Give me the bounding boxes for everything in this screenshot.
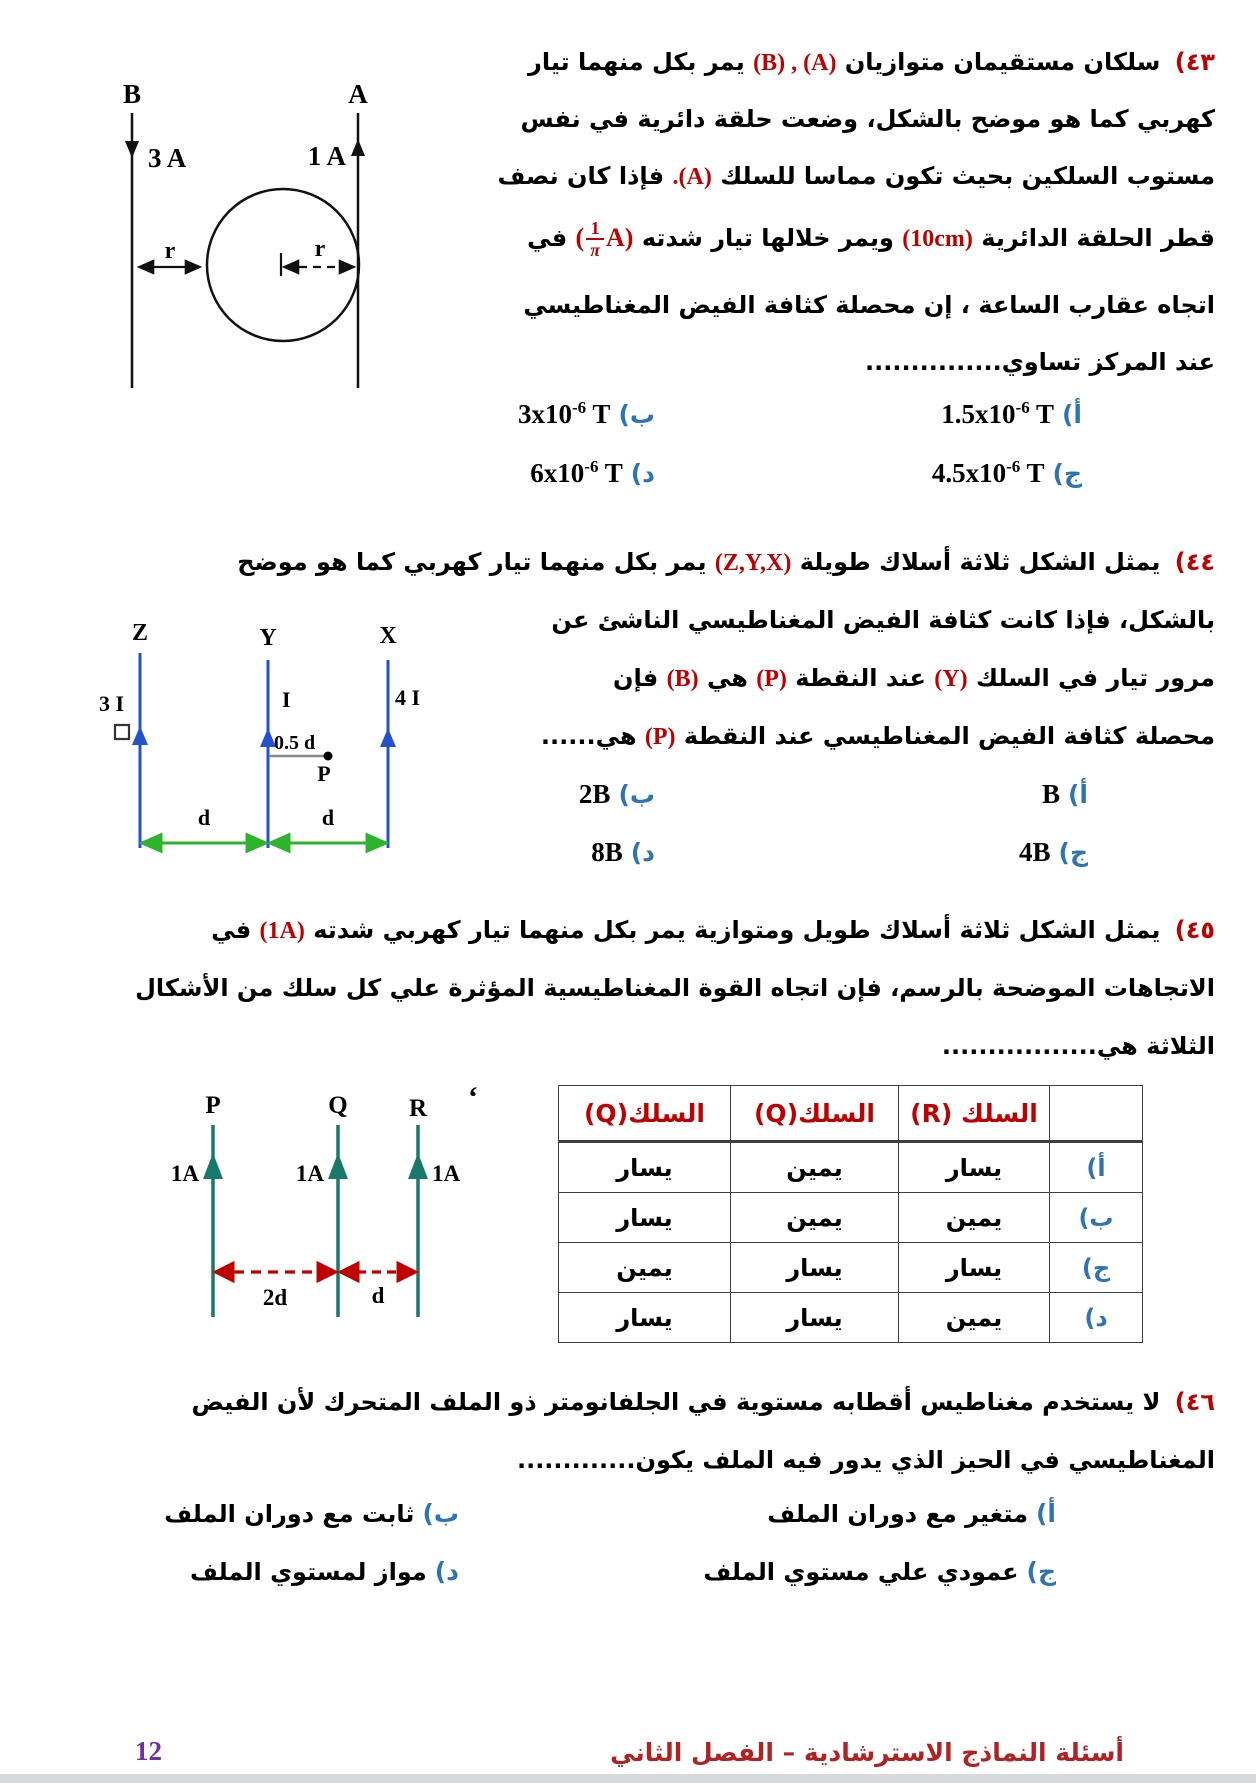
wire-z-current: 3 I: [99, 691, 125, 716]
wire-x-label: X: [379, 623, 397, 649]
table-row: [559, 1293, 1143, 1343]
q44-line-4: محصلة كثافة الفيض المغناطيسي عند النقطة (P) هي......: [540, 722, 1215, 750]
q43-line-1: ٤٣) سلكان مستقيمان متوازيان (A) , (B) يمر بكل منهما تيار: [528, 48, 1215, 76]
q44-option-d: د)8B: [591, 837, 655, 867]
q44-option-c: ج)4B: [1019, 837, 1088, 867]
field-out-square: [115, 725, 129, 739]
wire-z-arrow: [132, 726, 148, 745]
header-wire-q2: السلك(Q): [559, 1086, 731, 1142]
q46-option-a: أ)متغير مع دوران الملف: [767, 1499, 1056, 1528]
d-label-left: d: [197, 805, 211, 830]
row-b-q2: يسار: [559, 1193, 731, 1243]
q44-line-2: بالشكل، فإذا كانت كثافة الفيض المغناطيسي الناشئ عن: [551, 606, 1215, 634]
row-a-letter: أ): [1050, 1142, 1143, 1193]
row-d-r: يمين: [899, 1293, 1050, 1343]
q43-line-2: كهربي كما هو موضح بالشكل، وضعت حلقة دائرية في نفس: [520, 105, 1215, 133]
q45-line-3: الثلاثة هي.................: [941, 1032, 1215, 1060]
point-p-label: P: [317, 761, 331, 786]
header-empty: [1050, 1086, 1143, 1142]
row-c-q1: يسار: [731, 1243, 899, 1293]
table-header-row: [559, 1086, 1143, 1142]
q43-option-b: $ب)3x10^{-6}$ T: [517, 398, 655, 429]
q44-number: ٤٤): [1174, 548, 1215, 576]
wire-p-arrow: [203, 1153, 223, 1179]
circular-loop: [207, 189, 359, 341]
wire-q-label: Q: [328, 1092, 348, 1119]
r-label-right: r: [314, 236, 326, 262]
q43-current-fraction: ( $\frac{1}{\pi}$ A): [575, 218, 634, 260]
q43-option-c: $ج)4.5x10^{-6}$ T: [931, 457, 1082, 488]
wire-a-label: A: [348, 79, 368, 109]
row-b-letter: ب): [1050, 1193, 1143, 1243]
row-c-r: يسار: [899, 1243, 1050, 1293]
wire-b-current: 3 A: [148, 143, 187, 173]
q43-line-3: مستوب السلكين بحيث تكون مماسا للسلك (A). فإذا كان نصف: [497, 162, 1215, 190]
row-d-letter: د): [1050, 1293, 1143, 1343]
wire-x-arrow: [380, 728, 396, 747]
q43-number: ٤٣): [1174, 48, 1215, 76]
table-row: [559, 1193, 1143, 1243]
row-d-q1: يسار: [731, 1293, 899, 1343]
q46-option-c: ج)عمودي علي مستوي الملف: [703, 1557, 1056, 1586]
row-a-q2: يسار: [559, 1142, 731, 1193]
row-c-q2: يمين: [559, 1243, 731, 1293]
current-up-arrow: [351, 139, 365, 156]
footer-title: أسئلة النماذج الاسترشادية – الفصل الثاني: [610, 1738, 1124, 1767]
wire-y-current: I: [282, 687, 291, 712]
q46-number: ٤٦): [1174, 1388, 1215, 1416]
row-a-q1: يمين: [731, 1142, 899, 1193]
q43-diagram: [60, 55, 380, 400]
q43-line-6: عند المركز تساوي...............: [864, 348, 1215, 376]
row-b-q1: يمين: [731, 1193, 899, 1243]
header-wire-r: السلك (R): [899, 1086, 1050, 1142]
wire-q-current: 1A: [295, 1161, 324, 1186]
wire-r-label: R: [408, 1095, 428, 1122]
row-d-q2: يسار: [559, 1293, 731, 1343]
scan-edge-strip: [0, 1774, 1256, 1783]
q45-number: ٤٥): [1174, 916, 1215, 944]
current-down-arrow: [125, 141, 139, 158]
wire-b-label: B: [122, 79, 142, 109]
wire-y-label: Y: [259, 625, 277, 651]
q46-line-1: ٤٦) لا يستخدم مغناطيس أقطابه مستوية في الجلفانومتر ذو الملف المتحرك لأن الفيض: [191, 1388, 1215, 1416]
d-label-right: d: [321, 805, 335, 830]
q45-line-2: الاتجاهات الموضحة بالرسم، فإن اتجاه القوة المغناطيسية المؤثرة علي كل سلك من الأشكال: [135, 974, 1215, 1002]
row-b-r: يمين: [899, 1193, 1050, 1243]
q44-option-a: أ)B: [1041, 779, 1088, 809]
q46-option-d: د)مواز لمستوي الملف: [190, 1557, 459, 1586]
wire-a-current: 1 A: [307, 141, 346, 171]
wire-p-current: 1A: [170, 1161, 199, 1186]
q45-diagram: [100, 1081, 500, 1330]
table-row: [559, 1142, 1143, 1193]
wire-r-arrow: [408, 1153, 428, 1179]
half-d-label: 0.5 d: [274, 732, 316, 754]
q43-line-5: اتجاه عقارب الساعة ، إن محصلة كثافة الفيض المغناطيسي: [523, 291, 1215, 319]
point-p-dot: [324, 752, 333, 761]
stray-quote-mark: ‘: [468, 1081, 478, 1114]
row-c-letter: ج): [1050, 1243, 1143, 1293]
q43-line-4: قطر الحلقة الدائرية (10cm) ويمر خلالها تيار شدته ( $\frac{1}{\pi}$ A) في: [527, 218, 1215, 260]
page-number: 12: [135, 1736, 162, 1766]
q43-option-d: $د)6x10^{-6}$ T: [530, 457, 655, 488]
spacing-d-label: d: [371, 1283, 385, 1308]
wire-r-current: 1A: [432, 1161, 461, 1186]
q44-diagram: [85, 615, 425, 855]
wire-p-label: P: [205, 1092, 221, 1119]
wire-z-label: Z: [131, 620, 149, 646]
r-label-left: r: [164, 238, 176, 264]
table-row: [559, 1243, 1143, 1293]
q43-option-a: $أ)1.5x10^{-6}$ T: [941, 398, 1082, 429]
q44-line-3: مرور تيار في السلك (Y) عند النقطة (P) هي (B) فإن: [612, 664, 1215, 692]
q45-line-1: ٤٥) يمثل الشكل ثلاثة أسلاك طويل ومتوازية يمر بكل منهما تيار كهربي شدته (1A) في: [211, 916, 1215, 944]
row-a-r: يسار: [899, 1142, 1050, 1193]
fraction-one-over-pi: $\frac{1}{\pi}$: [586, 219, 604, 259]
q46-line-2: المغناطيسي في الحيز الذي يدور فيه الملف يكون.............: [516, 1446, 1215, 1474]
q45-answer-table: [558, 1085, 1143, 1343]
q44-option-b: ب)2B: [578, 779, 655, 809]
wire-x-current: 4 I: [395, 685, 421, 710]
q44-line-1: ٤٤) يمثل الشكل ثلاثة أسلاك طويلة (Z,Y,X) يمر بكل منهما تيار كهربي كما هو موضح: [237, 548, 1215, 576]
wire-q-arrow: [328, 1153, 348, 1179]
header-wire-q1: السلك(Q): [731, 1086, 899, 1142]
spacing-2d-label: 2d: [262, 1285, 288, 1310]
q46-option-b: ب)ثابت مع دوران الملف: [164, 1499, 459, 1528]
